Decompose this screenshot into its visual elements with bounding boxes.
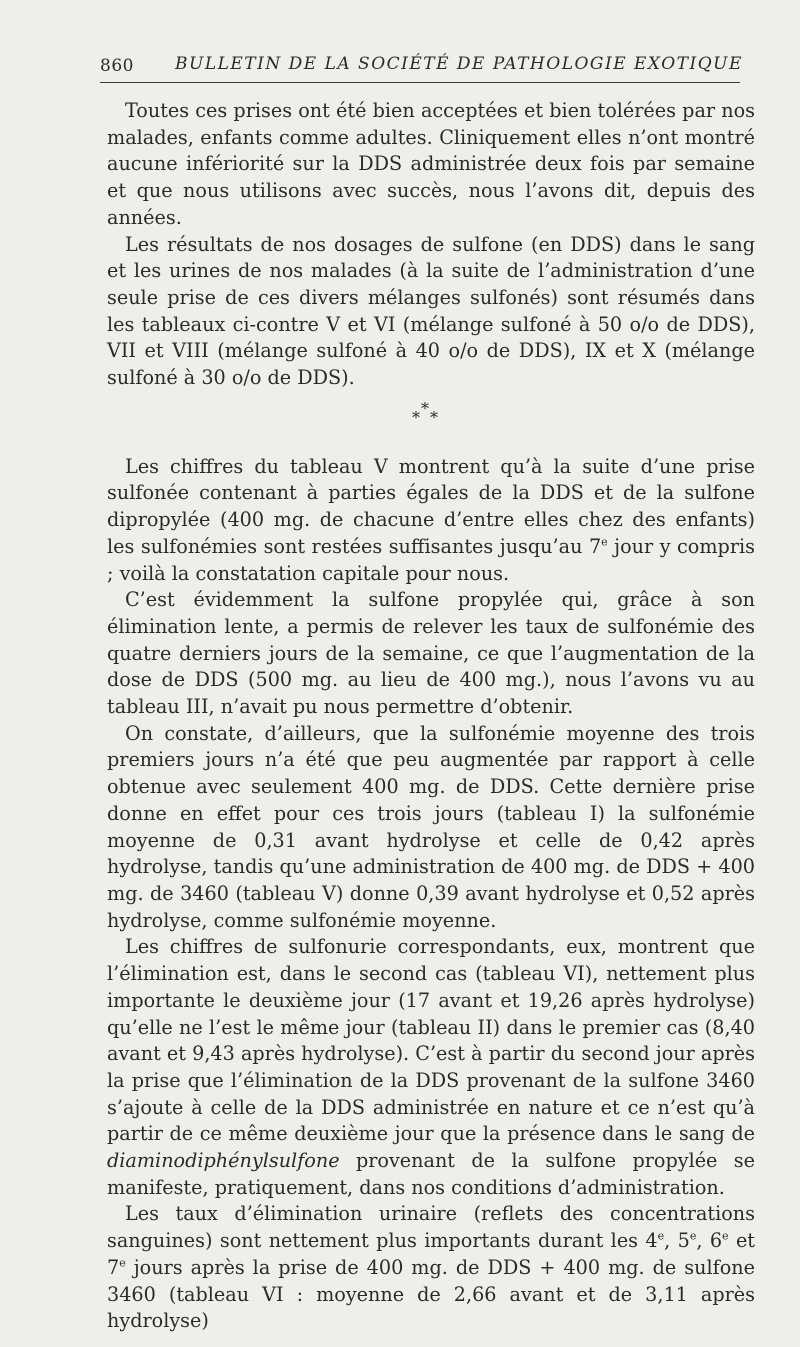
superscript: e (657, 1229, 665, 1243)
paragraph (107, 934, 755, 1201)
text-run: Les chiffres de sulfonurie correspondants, eux, montrent que l’élimination est, dans le second cas (tableau VI), nettement plus importante le deuxième jour (17 avant et 19,26 après hydrolyse) qu’elle ne l’est le même jour (tableau II) dans le premier cas (8,40 avant et 9,43 après hydrolyse). C’est à partir du second jour après la prise que l’élimination de la DDS provenant de la sulfone 3460 s’ajoute à celle de la DDS administrée en nature et ce n’est qu’à partir de ce même deuxième jour que la présence dans le sang de (107, 935, 755, 1146)
text-run: et 7 (107, 1229, 756, 1279)
superscript: e (119, 1256, 126, 1270)
text-run: provenant de la sulfone propylée se manifeste, pratiquement, dans nos conditions d’administration. (107, 1149, 755, 1199)
text-run: Les chiffres du tableau V montrent qu’à la suite d’une prise sulfonée contenant à parties égales de la DDS et de la sulfone dipropylée (400 mg. de chacune d’entre elles chez des enfants) les sulfonémies sont restées suffisantes jusqu’au 7 (107, 454, 755, 558)
running-title: BULLETIN DE LA SOCIÉTÉ DE PATHOLOGIE EXOTIQUE (175, 54, 743, 74)
paragraph (107, 1201, 755, 1335)
text-run: jour y compris ; voilà la constatation capitale pour nous. (107, 534, 755, 585)
asterism-star: * (412, 407, 420, 427)
paragraph: Les résultats de nos dosages de sulfone (en DDS) dans le sang et les urines de nos malades (à la suite de l’administration d’une seule prise de ces divers mélanges sulfonés) sont résumés dans les tableaux ci-contre V et VI (mélange sulfoné à 50 o/o de DDS), VII et VIII (mélange sulfoné à 40 o/o de DDS), IX et X (mélange sulfoné à 30 o/o de DDS). (107, 232, 755, 390)
asterism-star: * (430, 407, 438, 427)
page-header (100, 54, 760, 84)
superscript: e (601, 535, 608, 549)
text-run: , 6 (696, 1229, 723, 1253)
paragraph (107, 454, 755, 588)
paragraph: C’est évidemment la sulfone propylée qui, grâce à son élimination lente, a permis de relever les taux de sulfonémie des quatre derniers jours de la semaine, ce que l’augmentation de la dose de DDS (500 mg. au lieu de 400 mg.), nous l’avons vu au tableau III, n’avait pu nous permettre d’obtenir. (107, 588, 755, 719)
header-rule (100, 82, 740, 83)
asterism (107, 392, 755, 440)
text-run: Les taux d’élimination urinaire (reflets des concentrations sanguines) sont nettement plus importants durant les 4 (107, 1202, 755, 1253)
page-number: 860 (100, 56, 134, 76)
paragraph: Toutes ces prises ont été bien acceptées et bien tolérées par nos malades, enfants comme adultes. Cliniquement elles n’ont montré aucune infériorité sur la DDS administrée deux fois par semaine et que nous utilisons avec succès, nous l’avons dit, depuis des années. (107, 99, 755, 229)
body-text (107, 98, 755, 1335)
superscript: e (689, 1229, 697, 1243)
paragraph: On constate, d’ailleurs, que la sulfonémie moyenne des trois premiers jours n’a été que peu augmentée par rapport à celle obtenue avec seulement 400 mg. de DDS. Cette dernière prise donne en effet pour ces trois jours (tableau I) la sulfonémie moyenne de 0,31 avant hydrolyse et celle de 0,42 après hydrolyse, tandis qu’une administration de 400 mg. de DDS + 400 mg. de 3460 (tableau V) donne 0,39 avant hydrolyse et 0,52 après hydrolyse, comme sulfonémie moyenne. (107, 721, 755, 932)
text-run: , 5 (664, 1229, 690, 1253)
superscript: e (722, 1229, 729, 1243)
italic-term: diaminodiphénylsulfone (107, 1149, 340, 1173)
text-run: jours après la prise de 400 mg. de DDS + 400 mg. de sulfone 3460 (tableau VI : moyenne de 2,66 avant et de 3,11 après hydrolyse) (107, 1255, 755, 1333)
asterism-star: * (421, 398, 429, 418)
